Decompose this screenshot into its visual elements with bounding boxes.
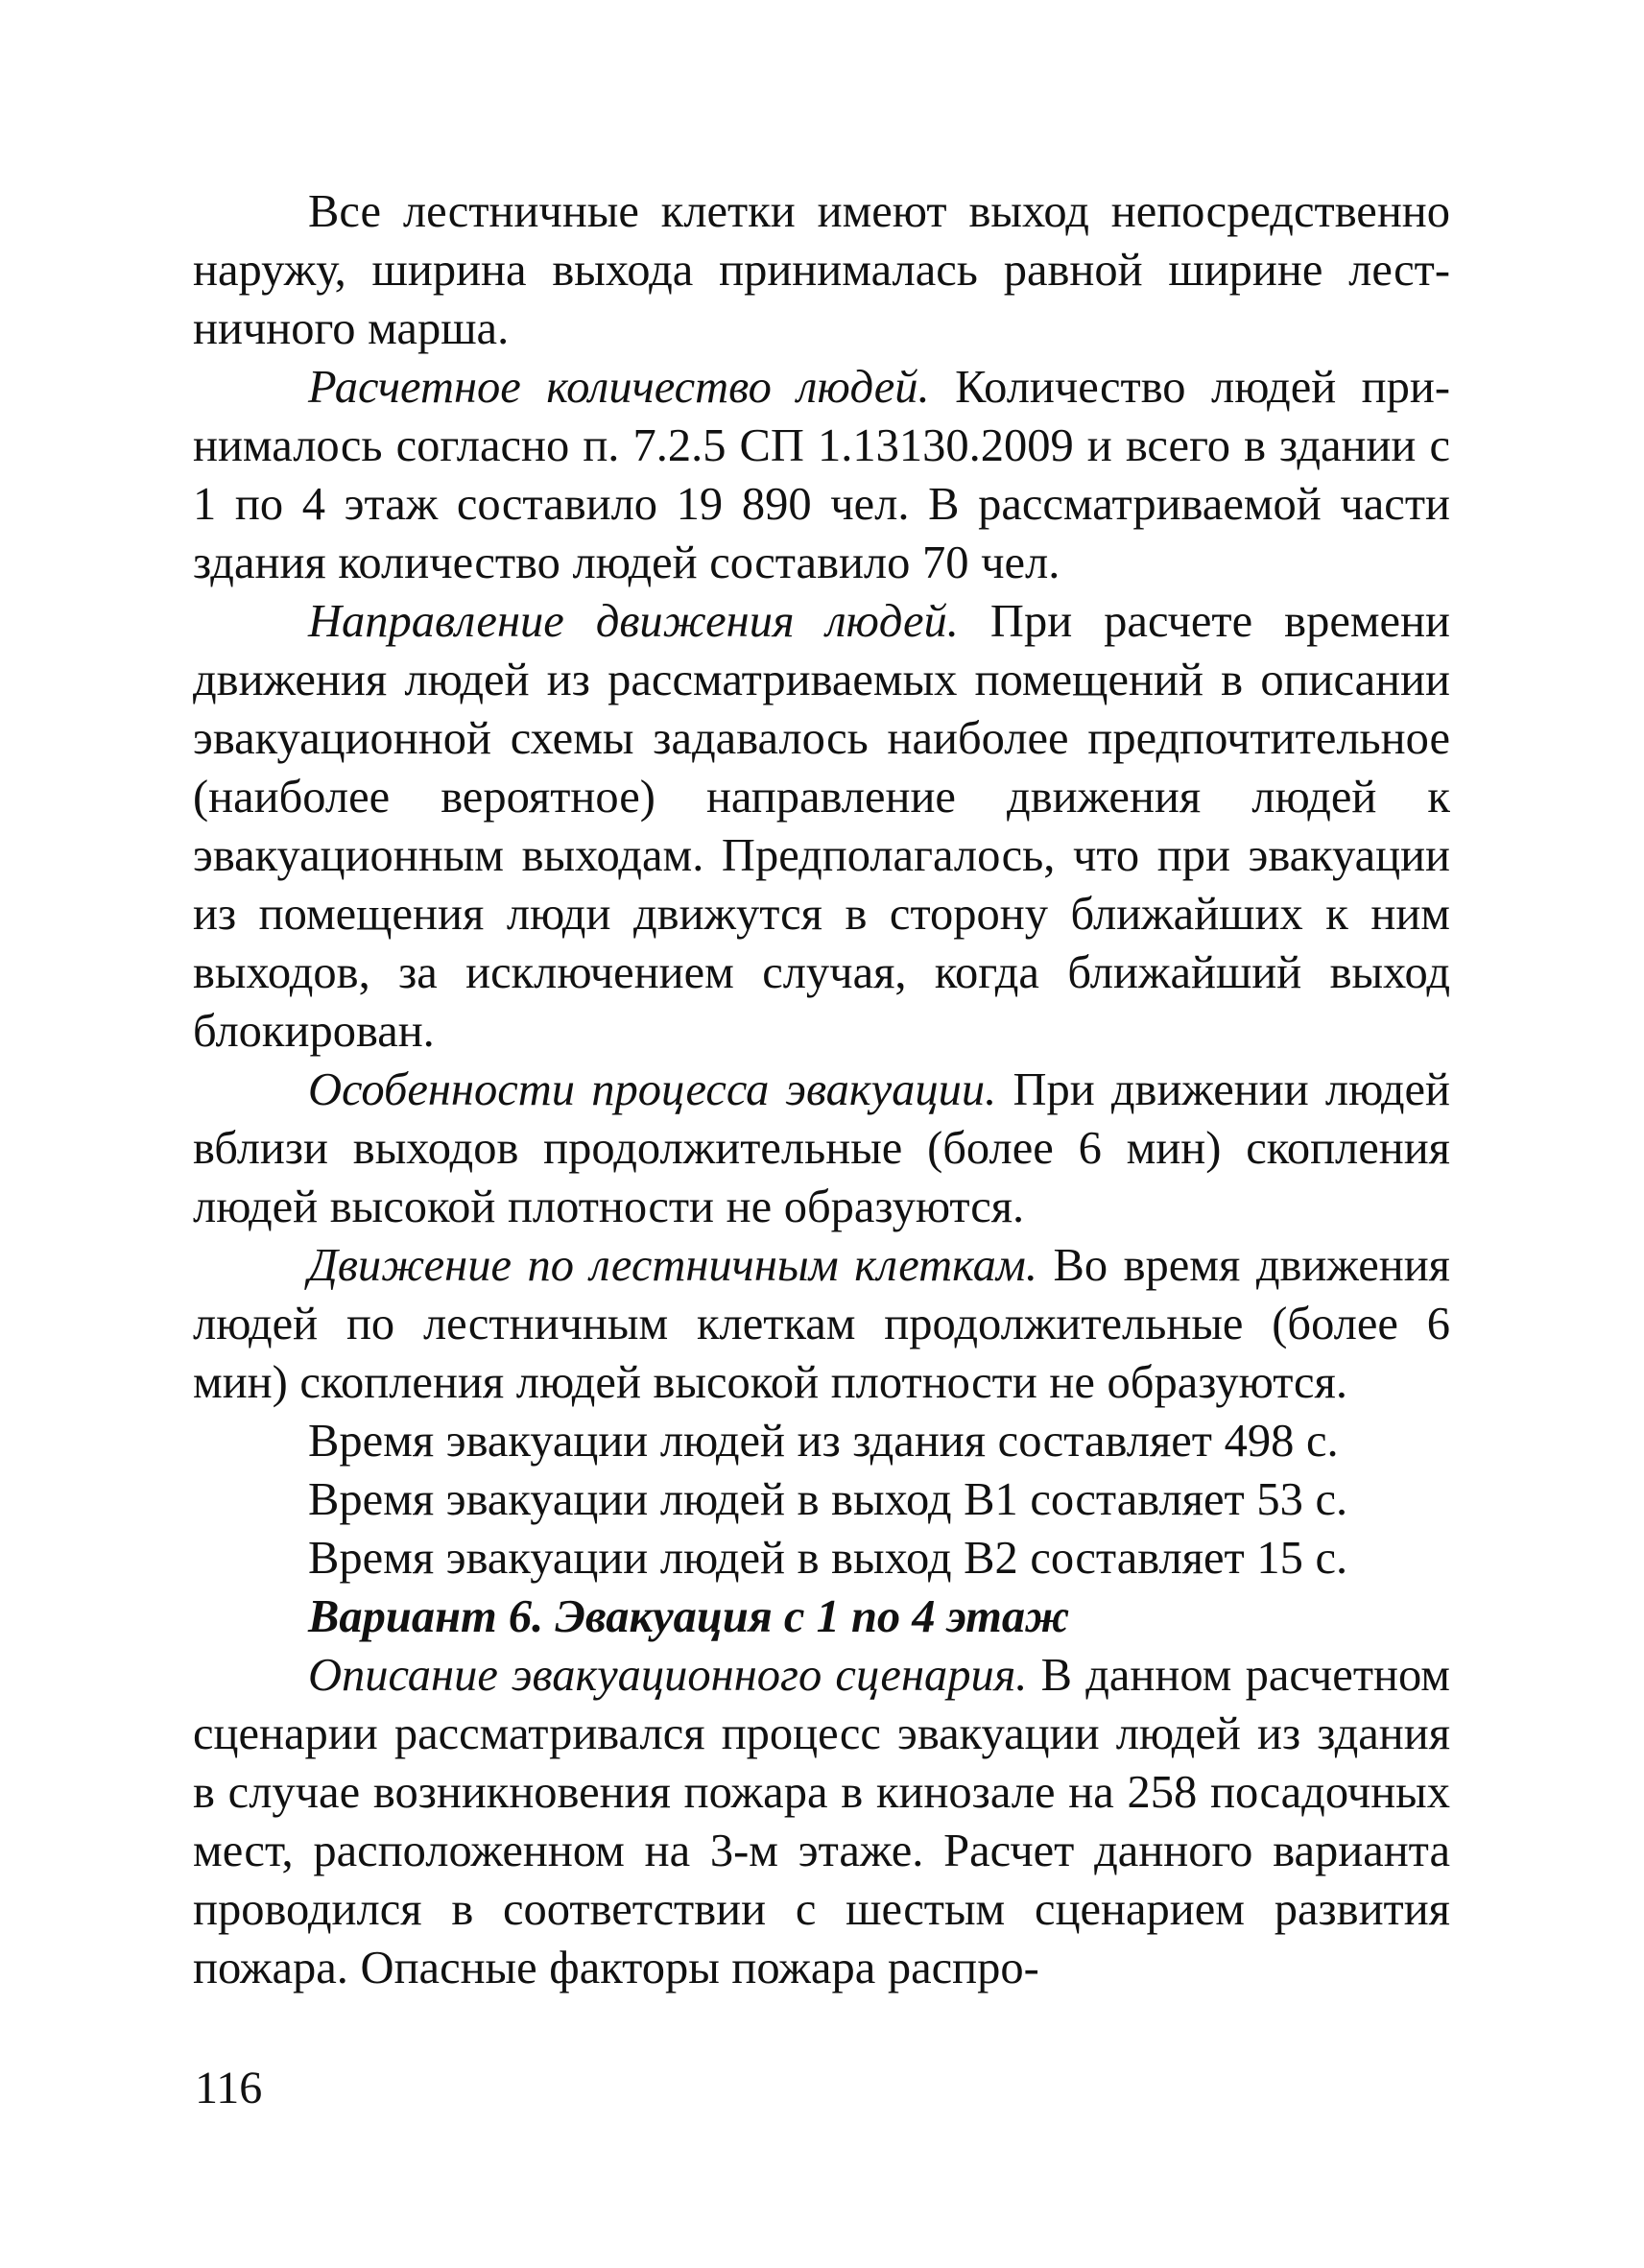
paragraph-text: При движении людей вблизи выходов продолжительные (более 6 мин) скопления людей высокой плотности не образуются.: [193, 1064, 1450, 1232]
paragraph-stairwell-movement: [193, 1236, 1450, 1412]
paragraph-lead: Движение по лестничным клеткам.: [308, 1240, 1037, 1291]
paragraph-lead: Описание эвакуационного сценария.: [308, 1650, 1028, 1701]
section-heading: Вариант 6. Эвакуация с 1 по 4 этаж: [308, 1591, 1070, 1642]
paragraph-text: Время эвакуации людей в выход В2 составляет 15 с.: [308, 1533, 1348, 1584]
page-body: [193, 182, 1450, 1997]
paragraph-text: Все лестничные клетки имеют выход непосредственно наружу, ширина выхода принималась равной ширине лестничного марша.: [193, 186, 1450, 354]
paragraph-evacuation-features: [193, 1061, 1450, 1236]
paragraph-exit-b2-time: [193, 1529, 1450, 1588]
paragraph-movement-direction: [193, 592, 1450, 1061]
page-number: 116: [195, 2063, 263, 2113]
paragraph-text: Время эвакуации людей в выход В1 составляет 53 с.: [308, 1474, 1348, 1525]
paragraph-exit-b1-time: [193, 1470, 1450, 1529]
paragraph-lead: Направление движения людей.: [308, 596, 959, 647]
paragraph-text: В данном расчетном сценарии рассматривался процесс эвакуации людей из здания в случае возникновения пожара в кинозале на 258 посадочных мест, расположенном на 3-м этаже. Расчет данного варианта проводился в соответствии с шестым сценарием развития пожара. Опасные факторы пожара распро-: [193, 1650, 1450, 1993]
paragraph-text: Во время движения людей по лестничным клеткам продолжительные (более 6 мин) скопления людей высокой плотности не образуются.: [193, 1240, 1450, 1408]
paragraph-lead: Особенности процесса эвакуации.: [308, 1064, 997, 1115]
paragraph-staircase-exits: [193, 182, 1450, 358]
paragraph-lead: Расчетное количество людей.: [308, 362, 930, 413]
paragraph-text: Количество людей принималось согласно п. 7.2.5 СП 1.13130.2009 и всего в здании с 1 по 4 этаж составило 19 890 чел. В рассматриваемой части здания количество людей составило 70 чел.: [193, 362, 1450, 588]
paragraph-design-occupancy: [193, 358, 1450, 592]
paragraph-text: Время эвакуации людей из здания составляет 498 с.: [308, 1416, 1339, 1467]
paragraph-building-evacuation-time: [193, 1412, 1450, 1470]
paragraph-text: При расчете времени движения людей из рассматриваемых помещений в описании эвакуационной схемы задавалось наиболее предпочтительное (наиболее вероятное) направление движения людей к эвакуационным выходам. Предполагалось, что при эвакуации из помещения люди движутся в сторону ближайших к ним выходов, за исключением случая, когда ближайший выход блокирован.: [193, 596, 1450, 1057]
paragraph-scenario-description: [193, 1646, 1450, 1997]
